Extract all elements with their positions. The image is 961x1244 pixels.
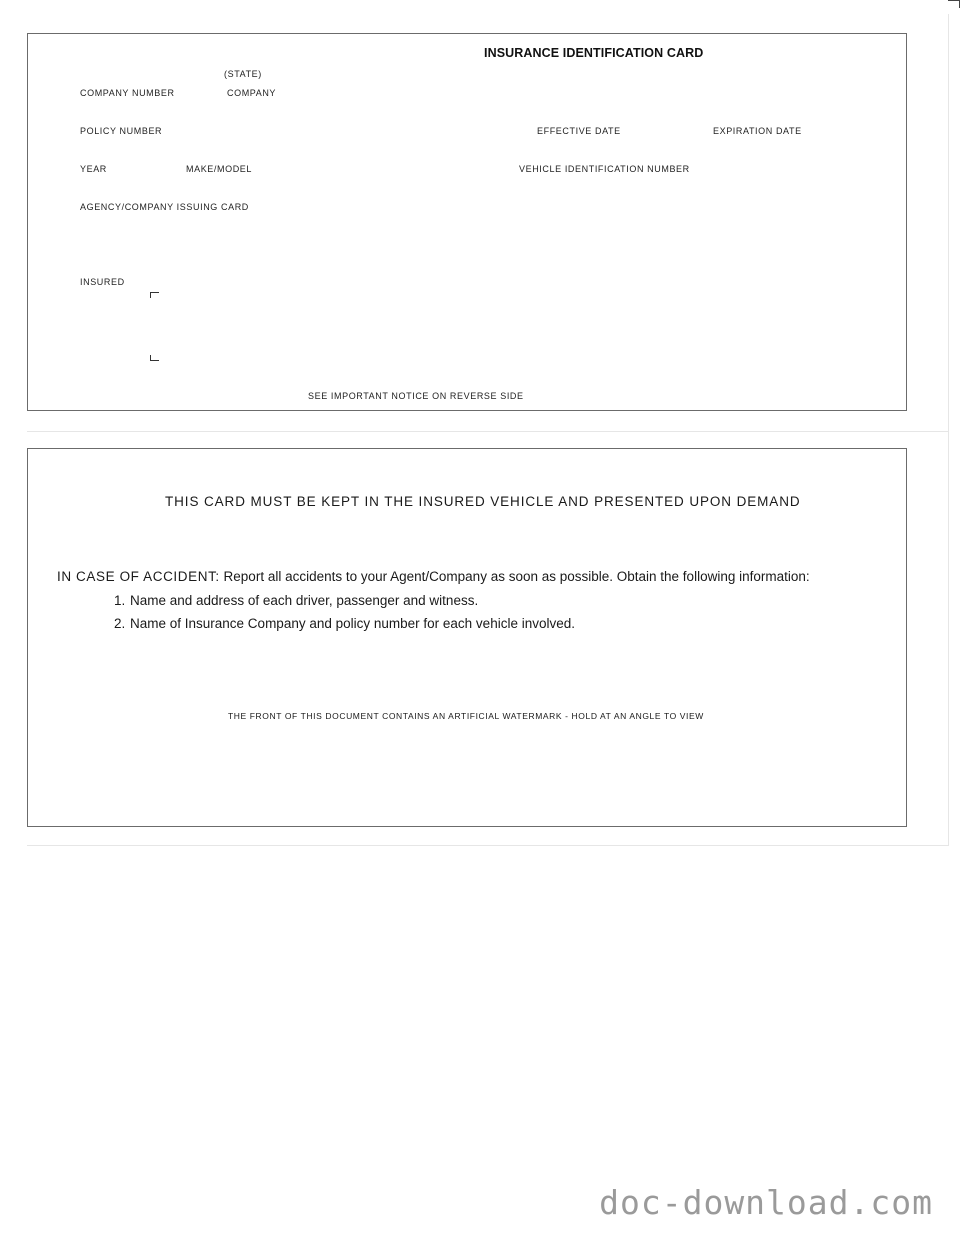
agency-label: AGENCY/COMPANY ISSUING CARD — [80, 202, 249, 212]
accident-lead: IN CASE OF ACCIDENT: — [57, 569, 220, 584]
back-heading: THIS CARD MUST BE KEPT IN THE INSURED VEHICLE AND PRESENTED UPON DEMAND — [165, 494, 801, 509]
company-number-label: COMPANY NUMBER — [80, 88, 175, 98]
vertical-separator-bottom — [948, 432, 949, 845]
vin-label: VEHICLE IDENTIFICATION NUMBER — [519, 164, 690, 174]
list-item-text: Name and address of each driver, passenger and witness. — [130, 593, 479, 608]
company-label: COMPANY — [227, 88, 277, 98]
effective-date-label: EFFECTIVE DATE — [537, 126, 621, 136]
list-item — [114, 593, 478, 608]
list-item-number: 1. — [114, 593, 126, 608]
accident-instructions — [57, 569, 810, 584]
card-separator — [27, 431, 949, 432]
site-watermark: doc-download.com — [599, 1183, 933, 1222]
expiration-date-label: EXPIRATION DATE — [713, 126, 802, 136]
state-label: (STATE) — [224, 69, 262, 79]
bottom-separator — [27, 845, 949, 846]
vertical-separator-top — [948, 14, 949, 431]
accident-body: Report all accidents to your Agent/Company as soon as possible. Obtain the following information: — [223, 569, 810, 584]
year-label: YEAR — [80, 164, 107, 174]
list-item — [114, 616, 575, 631]
reverse-side-notice: SEE IMPORTANT NOTICE ON REVERSE SIDE — [308, 391, 524, 401]
address-bracket-bottom — [150, 355, 159, 361]
crop-mark — [948, 0, 960, 8]
make-model-label: MAKE/MODEL — [186, 164, 253, 174]
list-item-number: 2. — [114, 616, 126, 631]
policy-number-label: POLICY NUMBER — [80, 126, 163, 136]
insured-label: INSURED — [80, 277, 125, 287]
address-bracket-top — [150, 292, 159, 298]
watermark-notice: THE FRONT OF THIS DOCUMENT CONTAINS AN ARTIFICIAL WATERMARK - HOLD AT AN ANGLE TO VIEW — [228, 711, 704, 721]
list-item-text: Name of Insurance Company and policy number for each vehicle involved. — [130, 616, 575, 631]
card-title: INSURANCE IDENTIFICATION CARD — [484, 46, 704, 60]
